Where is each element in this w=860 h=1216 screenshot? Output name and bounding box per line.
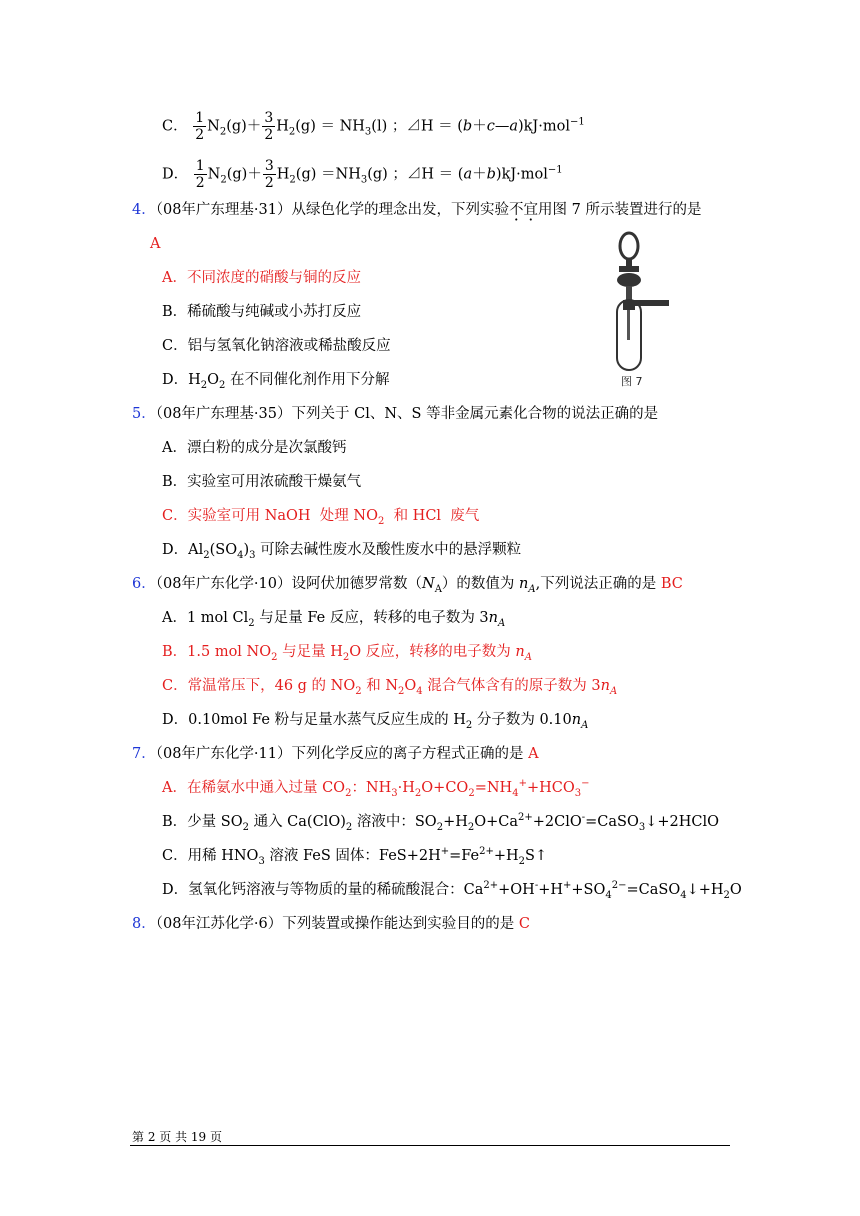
q6-option-d: D．0.10mol Fe 粉与足量水蒸气反应生成的 $H_2$ 分子数为 $0.10n_A$ <box>162 712 589 731</box>
question-number: 5． <box>132 406 156 422</box>
option-d-thermo: D． $\frac{1}{2}$ $N_2(g)+$ $\frac{3}{2}$ $H_2(g) =NH_3(g)$ ；⊿H ＝ (a＋b)kJ·mol$^{-1}$ <box>162 158 563 191</box>
question-number: 8． <box>132 916 156 932</box>
question-number: 7． <box>132 746 156 762</box>
question-6-answer: BC <box>660 576 683 592</box>
q5-option-a: A．漂白粉的成分是次氯酸钙 <box>162 440 347 456</box>
question-8-stem: 8．（08年江苏化学·6）下列装置或操作能达到实验目的的是 C <box>132 916 530 932</box>
question-6-stem: 6．（08年广东化学·10）设阿伏加德罗常数$(N_A)$的数值为 $n_A$,下列说法正确的是 BC <box>132 576 683 595</box>
figure-7-caption: 图 7 <box>621 375 643 388</box>
question-number: 4． <box>132 202 156 218</box>
option-c-thermo: C． $\frac{1}{2}$ $N_2(g)+$ $\frac{3}{2}$ $H_2(g) = NH_3(l)$ ；⊿H ＝ (b＋c—a)kJ·mol$^{-1}$ <box>162 110 585 143</box>
q5-option-c: C．实验室可用 NaOH 处理 $NO_2$ 和 HCl 废气 <box>162 508 480 527</box>
fraction-half: $\frac{1}{2}$ <box>195 158 205 191</box>
question-5-stem: 5．（08年广东理基·35）下列关于 Cl、N、S 等非金属元素化合物的说法正确的是 <box>132 406 659 422</box>
fraction-three-halves: $\frac{3}{2}$ <box>264 158 274 191</box>
q5-option-d: D．$Al_2(SO_4)_3$ 可除去碱性废水及酸性废水中的悬浮颗粒 <box>162 542 522 561</box>
q7-option-a: A．在稀氨水中通入过量 $CO_2$：$NH_3\cdot H_2O+CO_2=NH_4^++HCO_3^-$ <box>162 778 590 799</box>
q7-option-d: D．氢氧化钙溶液与等物质的量的稀硫酸混合：$Ca^{2+}+OH^-+H^++SO_4^{2-}=CaSO_4↓+H_2O$ <box>162 880 742 901</box>
q5-option-b: B．实验室可用浓硫酸干燥氨气 <box>162 474 362 490</box>
q4-option-b: B．稀硫酸与纯碱或小苏打反应 <box>162 304 362 320</box>
page-footer: 第 2 页 共 19 页 <box>132 1130 222 1144</box>
option-label: C． <box>162 118 188 135</box>
q4-option-d: D．$H_2O_2$ 在不同催化剂作用下分解 <box>162 372 390 391</box>
fraction-three-halves: $\frac{3}{2}$ <box>264 110 274 143</box>
question-4-answer: A <box>150 236 161 252</box>
q4-option-c: C．铝与氢氧化钠溶液或稀盐酸反应 <box>162 338 391 354</box>
q6-option-b: B．1.5 mol $NO_2$ 与足量 $H_2O$ 反应，转移的电子数为 $n_A$ <box>162 644 532 663</box>
fraction-half: $\frac{1}{2}$ <box>195 110 205 143</box>
option-label: D． <box>162 166 189 183</box>
question-7-stem: 7．（08年广东化学·11）下列化学反应的离子方程式正确的是 A <box>132 746 539 762</box>
q6-option-c: C．常温常压下，46 g 的 $NO_2$ 和 $N_2O_4$ 混合气体含有的原子数为 $3n_A$ <box>162 678 618 697</box>
q7-option-b: B．少量 $SO_2$ 通入 $Ca(ClO)_2$ 溶液中：$SO_2+H_2O+Ca^{2+}+2ClO^-=CaSO_3↓+2HClO$ <box>162 812 720 833</box>
figure-7-apparatus <box>605 228 671 388</box>
question-7-answer: A <box>528 746 539 762</box>
question-number: 6． <box>132 576 156 592</box>
q6-option-a: A．1 mol $Cl_2$ 与足量 Fe 反应，转移的电子数为 $3n_A$ <box>162 610 506 629</box>
q4-option-a: A．不同浓度的硝酸与铜的反应 <box>162 270 361 286</box>
footer-divider <box>130 1145 730 1146</box>
q7-option-c: C．用稀 $HNO_3$ 溶液 FeS 固体：$FeS+2H^+=Fe^{2+}+H_2S↑$ <box>162 846 548 867</box>
question-8-answer: C <box>518 916 530 932</box>
question-4-stem: 4．（08年广东理基·31）从绿色化学的理念出发，下列实验不宜用图 7 所示装置进行的是 <box>132 202 702 218</box>
